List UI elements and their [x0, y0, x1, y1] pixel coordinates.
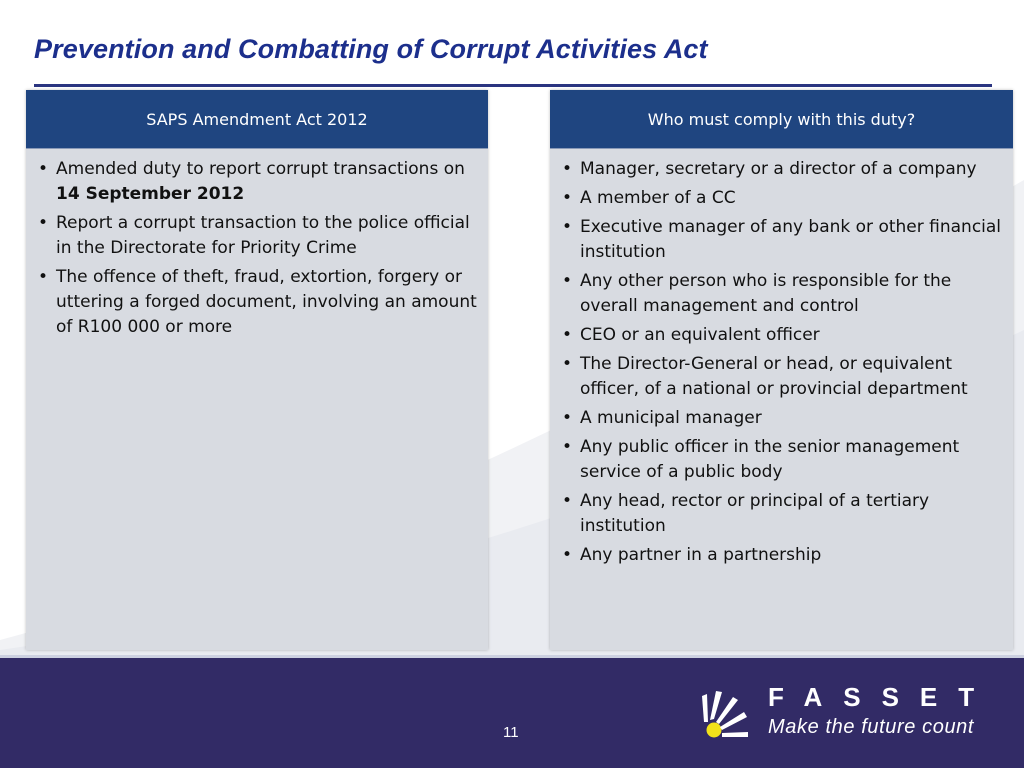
- list-item: • Report a corrupt transaction to the police official in the Directorate for Priority Crime: [36, 211, 478, 261]
- left-panel-header: SAPS Amendment Act 2012: [26, 90, 488, 149]
- list-item: • Any public officer in the senior management service of a public body: [560, 435, 1003, 485]
- list-item: • Manager, secretary or a director of a company: [560, 157, 1003, 182]
- right-bullet-list: [560, 157, 1003, 568]
- right-panel: [550, 90, 1013, 650]
- emphasized-date: 14 September 2012: [56, 184, 245, 204]
- right-panel-body: [550, 149, 1013, 568]
- list-item: • Any other person who is responsible for the overall management and control: [560, 269, 1003, 319]
- left-bullet-list: [36, 157, 478, 340]
- list-item: • A member of a CC: [560, 186, 1003, 211]
- left-panel-body: [26, 149, 488, 340]
- title-divider: [34, 84, 992, 87]
- list-item: • Any head, rector or principal of a tertiary institution: [560, 489, 1003, 539]
- list-item: • The Director-General or head, or equivalent officer, of a national or provincial department: [560, 352, 1003, 402]
- right-panel-header: Who must comply with this duty?: [550, 90, 1013, 149]
- page-number: 11: [503, 724, 519, 741]
- footer-bar: [0, 658, 1024, 768]
- list-item: • The offence of theft, fraud, extortion, forgery or uttering a forged document, involving an amount of R100 000 or more: [36, 265, 478, 340]
- list-item: • Executive manager of any bank or other financial institution: [560, 215, 1003, 265]
- left-panel: [26, 90, 488, 650]
- logo-wordmark: FASSET: [768, 682, 996, 712]
- sunburst-icon: [700, 688, 756, 744]
- list-item: • A municipal manager: [560, 406, 1003, 431]
- logo-tagline: Make the future count: [768, 716, 975, 738]
- list-item: • Any partner in a partnership: [560, 543, 1003, 568]
- list-item: • Amended duty to report corrupt transactions on 14 September 2012: [36, 157, 478, 207]
- list-item: • CEO or an equivalent officer: [560, 323, 1003, 348]
- slide-title: Prevention and Combatting of Corrupt Activities Act: [34, 34, 708, 64]
